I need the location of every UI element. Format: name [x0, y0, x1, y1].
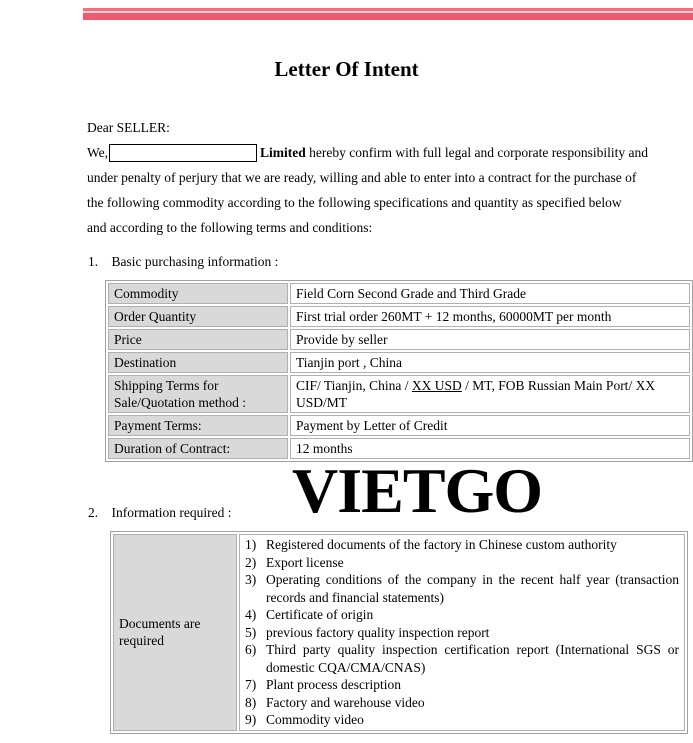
- section-2-heading: [88, 505, 231, 521]
- documents-label: Documents are required: [113, 534, 237, 731]
- section-2-title: Information required :: [111, 505, 232, 520]
- company-name-blank: [109, 144, 257, 162]
- row-label: Destination: [108, 352, 288, 373]
- row-label: Price: [108, 329, 288, 350]
- row-value: First trial order 260MT + 12 months, 60000MT per month: [290, 306, 690, 327]
- row-label: Shipping Terms for Sale/Quotation method :: [108, 375, 288, 413]
- intro-line-1-text: hereby confirm with full legal and corporate responsibility and: [309, 145, 649, 161]
- we-label: We,: [87, 145, 109, 161]
- row-value: Field Corn Second Grade and Third Grade: [290, 283, 690, 304]
- list-item: 9) Commodity video: [245, 712, 364, 727]
- table-row: [108, 352, 690, 373]
- row-value: Payment by Letter of Credit: [290, 415, 690, 436]
- page-title: Letter Of Intent: [274, 57, 419, 81]
- list-item: 4) Certificate of origin: [245, 607, 374, 622]
- table-row: [108, 306, 690, 327]
- row-value: Provide by seller: [290, 329, 690, 350]
- value-part: CIF/ Tianjin, China /: [296, 378, 412, 393]
- list-item: 3) Operating conditions of the company in the recent half year (transaction records and financial statements): [245, 572, 679, 605]
- list-item: 5) previous factory quality inspection report: [245, 624, 490, 640]
- intro-line-3: the following commodity according to the following specifications and quantity as specified below: [87, 195, 622, 210]
- header-bar: [83, 8, 693, 20]
- list-item: 8) Factory and warehouse video: [245, 694, 425, 710]
- section-1-number: 1.: [88, 254, 99, 269]
- table-row: [113, 534, 685, 731]
- row-value: 12 months: [290, 438, 690, 459]
- table-row: [108, 329, 690, 350]
- row-value: [290, 375, 690, 413]
- section-2-number: 2.: [88, 505, 99, 520]
- row-value: Tianjin port , China: [290, 352, 690, 373]
- table-row: [108, 283, 690, 304]
- intro-line-4: and according to the following terms and conditions:: [87, 220, 373, 235]
- list-item: 1) Registered documents of the factory in Chinese custom authority: [245, 537, 617, 552]
- row-label: Commodity: [108, 283, 288, 304]
- section-1-title: Basic purchasing information :: [111, 254, 279, 269]
- list-item: 7) Plant process description: [245, 677, 401, 692]
- table-row: [108, 415, 690, 436]
- row-label: Duration of Contract:: [108, 438, 288, 459]
- intro-line-2: under penalty of perjury that we are ready, willing and able to enter into a contract for the purchase of: [87, 170, 637, 185]
- list-item: 2) Export license: [245, 554, 344, 570]
- intro-line-1: [87, 144, 648, 164]
- information-required-table: [110, 531, 688, 734]
- documents-list: [245, 536, 679, 729]
- value-part: / MT, FOB Russian Main Port/ XX USD/MT: [296, 378, 656, 410]
- row-label: Payment Terms:: [108, 415, 288, 436]
- company-suffix: Limited: [260, 145, 306, 161]
- row-label: Order Quantity: [108, 306, 288, 327]
- documents-list-cell: [239, 534, 685, 731]
- list-item: 6) Third party quality inspection certification report (International SGS or domestic CQA/CMA/CNAS): [245, 642, 679, 675]
- value-underlined: XX USD: [411, 378, 462, 393]
- salutation: Dear SELLER:: [87, 120, 170, 135]
- table-row: [108, 375, 690, 413]
- watermark-logo: VIETGO: [292, 455, 543, 526]
- purchasing-info-table: [105, 280, 693, 462]
- section-1-heading: [88, 254, 278, 270]
